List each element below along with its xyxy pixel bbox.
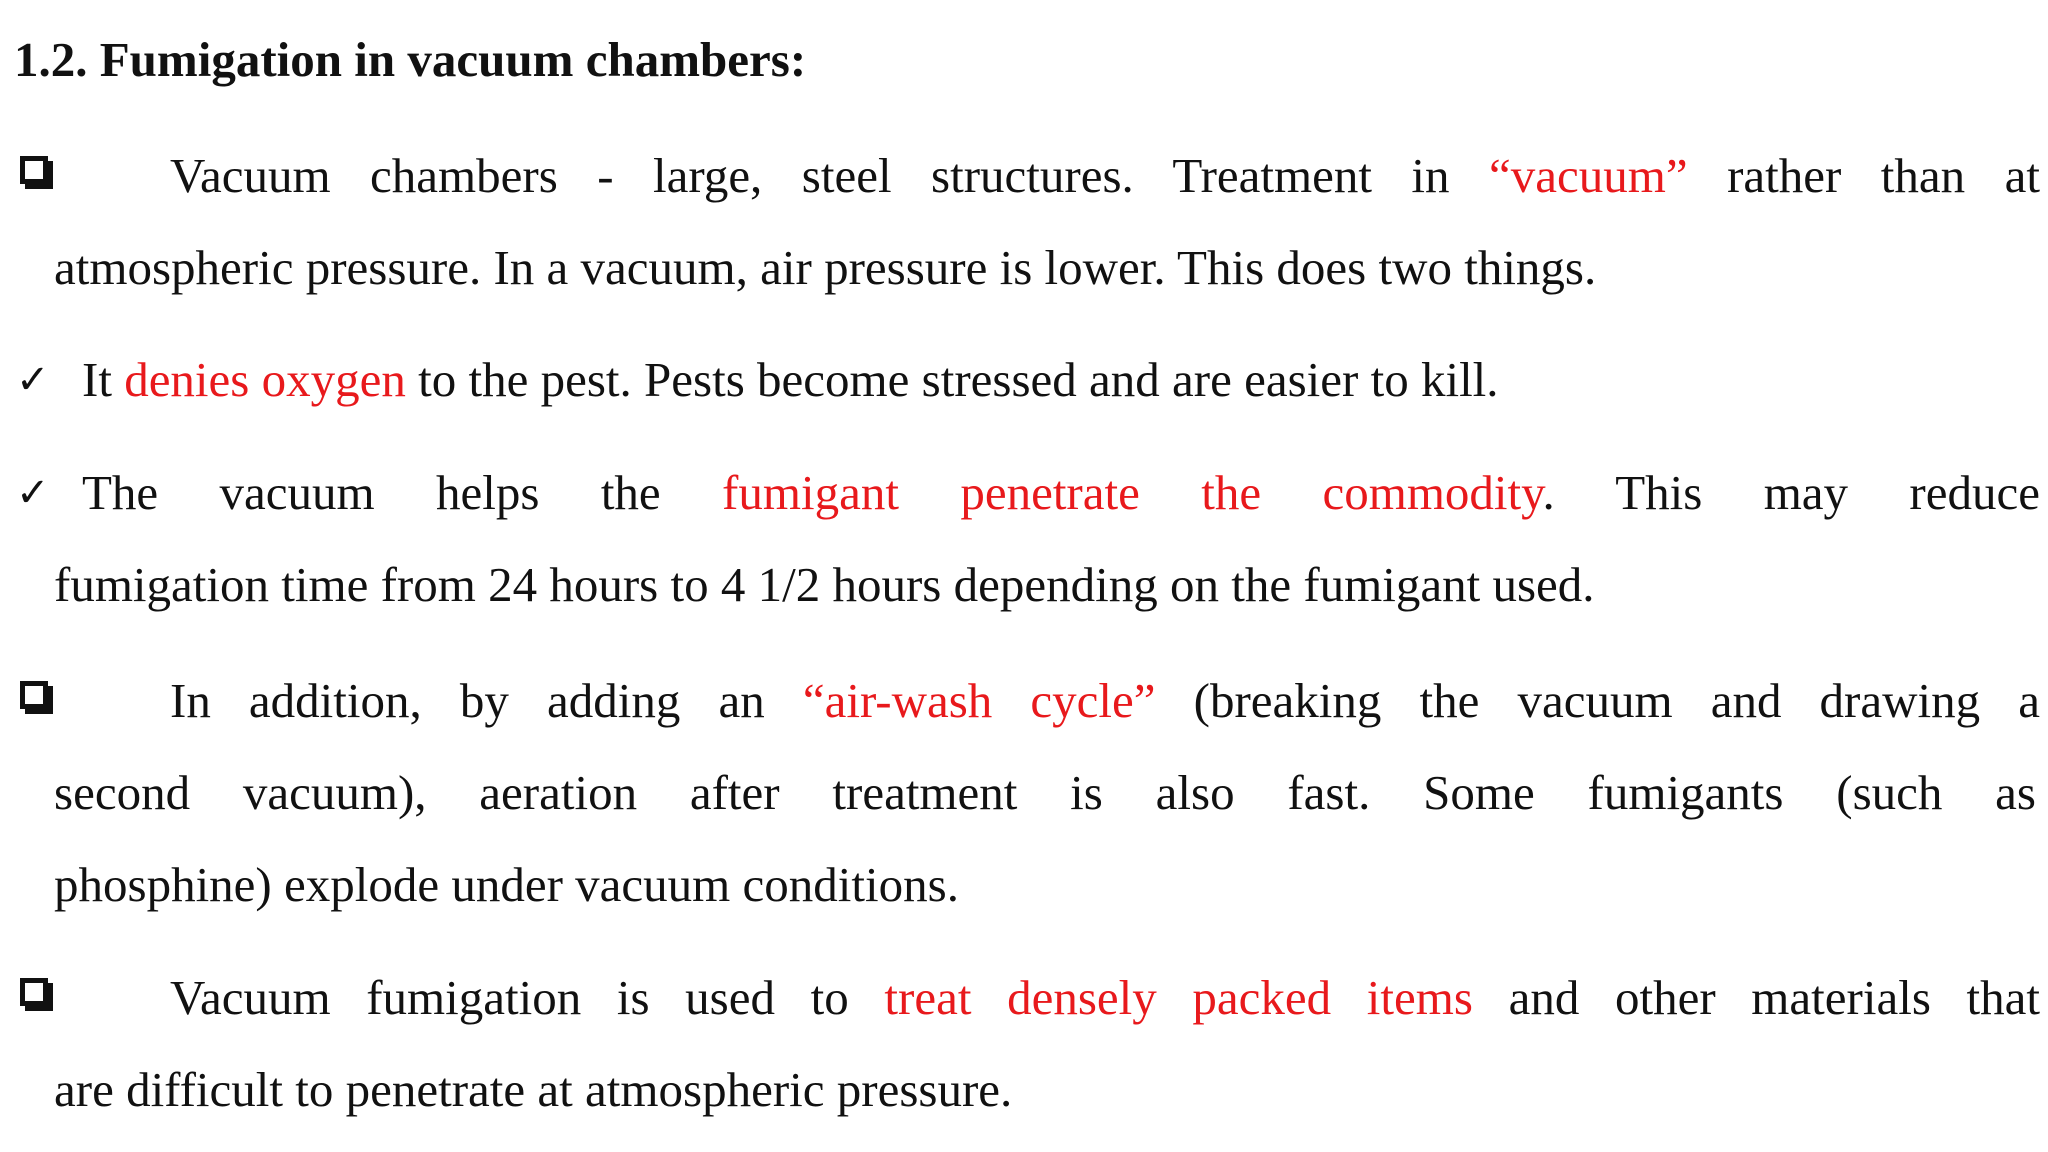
text-line <box>0 952 2040 1044</box>
text-run: rather than at <box>1687 148 2040 203</box>
text-line <box>0 1044 2040 1136</box>
highlight-text: “vacuum” <box>1489 148 1688 203</box>
text-run: and other materials that <box>1472 970 2040 1025</box>
text-line <box>0 839 2040 931</box>
check-mark-icon: ✓ <box>16 357 50 403</box>
text-run: phosphine) explode under vacuum conditions. <box>54 857 959 912</box>
text-run: fumigation time from 24 hours to 4 1/2 hours depending on the fumigant used. <box>54 557 1595 612</box>
check-item-denies-oxygen <box>0 334 2040 426</box>
bullet-paragraph-air-wash <box>0 655 2040 931</box>
text-line <box>0 334 2040 426</box>
text-line <box>0 655 2040 747</box>
section-heading: 1.2. Fumigation in vacuum chambers: <box>14 32 807 87</box>
text-run: Vacuum chambers - large, steel structures. Treatment in <box>170 148 1490 203</box>
text-run: to the pest. Pests become stressed and are easier to kill. <box>405 352 1499 407</box>
text-line <box>0 130 2040 222</box>
text-run: atmospheric pressure. In a vacuum, air pressure is lower. This does two things. <box>54 240 1597 295</box>
text-run: In addition, by adding an <box>170 673 803 728</box>
text-line <box>0 222 2040 314</box>
text-line <box>0 447 2040 539</box>
text-run: are difficult to penetrate at atmospheric pressure. <box>54 1062 1013 1117</box>
text-run: (breaking the vacuum and drawing a <box>1155 673 2040 728</box>
bullet-paragraph-densely-packed <box>0 952 2040 1136</box>
text-run: second vacuum), aeration after treatment is also fast. Some fumigants (such as <box>54 765 2036 820</box>
highlight-text: denies oxygen <box>124 352 406 407</box>
highlight-text: treat densely packed items <box>884 970 1473 1025</box>
text-line <box>0 747 2040 839</box>
highlight-text: “air-wash cycle” <box>802 673 1156 728</box>
text-run: The vacuum helps the <box>82 465 723 520</box>
text-run: Vacuum fumigation is used to <box>170 970 885 1025</box>
highlight-text: fumigant penetrate the commodity <box>722 465 1543 520</box>
square-bullet-icon <box>20 978 48 1006</box>
check-mark-icon: ✓ <box>16 470 50 516</box>
square-bullet-icon <box>20 681 48 709</box>
bullet-paragraph-vacuum-chambers <box>0 130 2040 314</box>
check-item-fumigant-penetrate <box>0 447 2040 631</box>
text-run: . This may reduce <box>1542 465 2040 520</box>
square-bullet-icon <box>20 156 48 184</box>
text-run: It <box>82 352 125 407</box>
text-line <box>0 539 2040 631</box>
